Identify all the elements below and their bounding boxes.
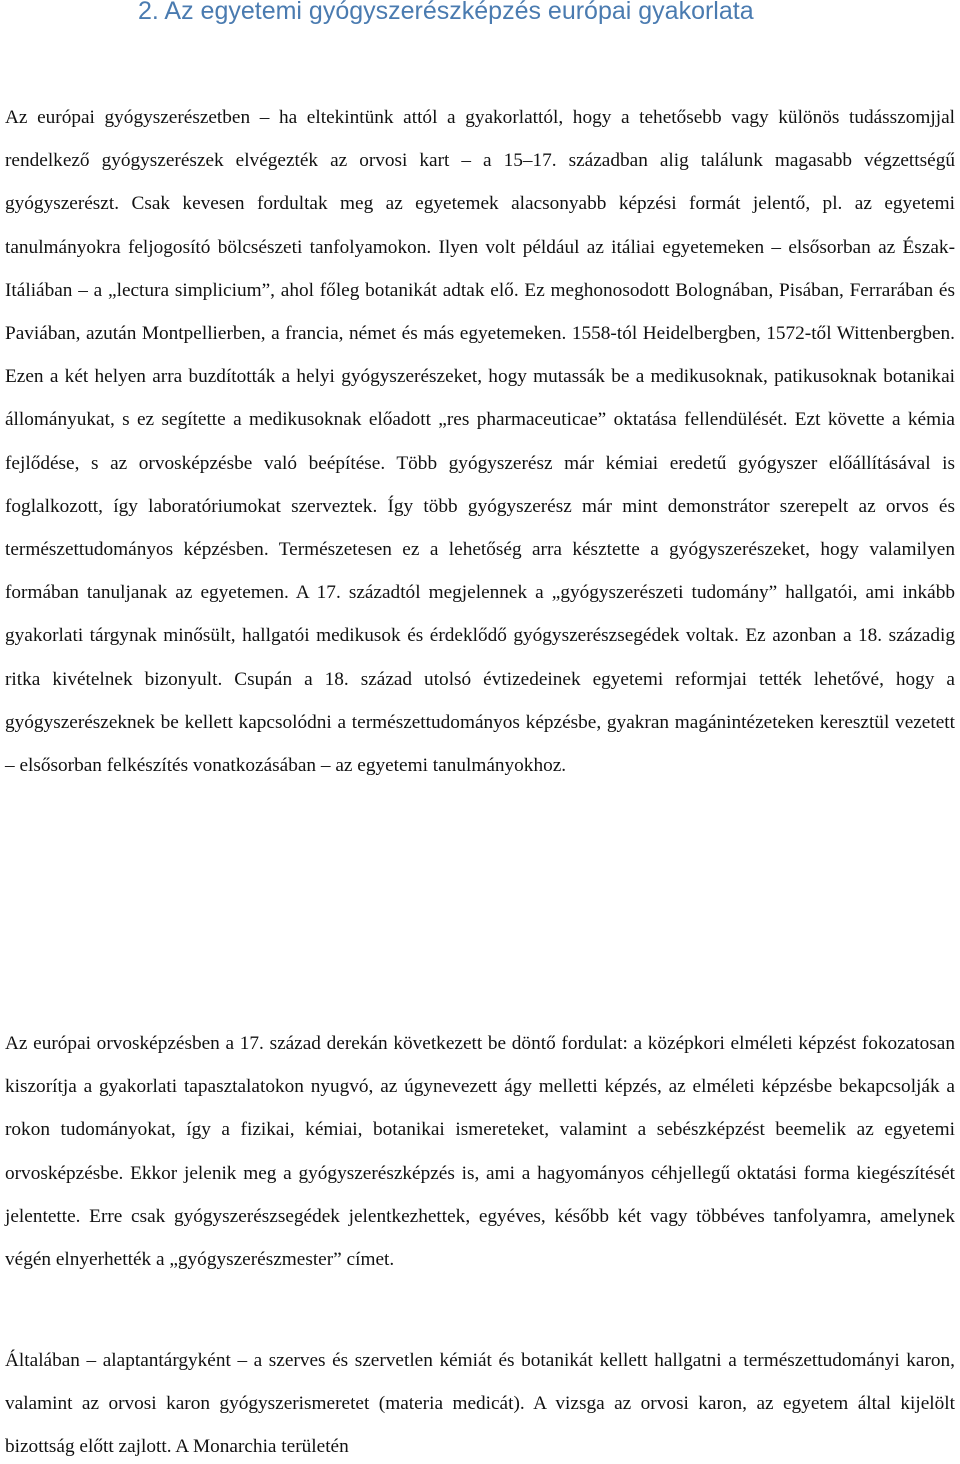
- paragraph-2: Az európai orvosképzésben a 17. század derekán következett be döntő fordulat: a középkori elméleti képzést fokozatosan kiszorítja a gyakorlati tapasztalatokon nyugvó, az úgynevezett ágy melletti képzés, az elméleti képzésbe bekapcsolják a rokon tudományokat, így a fizikai, kémiai, botanikai ismereteket, valamint a sebészképzést beemelik az egyetemi orvosképzésbe. Ekkor jelenik meg a gyógyszerészképzés is, ami a hagyományos céhjellegű oktatási forma kiegészítését jelentette. Erre csak gyógyszerészsegédek jelentkezhettek, egyéves, később két vagy többéves tanfolyamra, amelynek végén elnyerhették a „gyógyszerészmester” címet.: [5, 1033, 955, 1271]
- paragraph-1: Az európai gyógyszerészetben – ha eltekintünk attól a gyakorlattól, hogy a tehetősebb vagy különös tudásszomjjal rendelkező gyógyszerészek elvégezték az orvosi kart – a 15–17. században alig találunk magasabb végzettségű gyógyszerészt. Csak kevesen fordultak meg az egyetemek alacsonyabb képzési formát jelentő, pl. az egyetemi tanulmányokra feljogosító bölcsészeti tanfolyamokon. Ilyen volt például az itáliai egyetemeken – elsősorban az Észak-Itáliában – a „lectura simplicium”, ahol főleg botanikát adtak elő. Ez meghonosodott Bolognában, Pisában, Ferrarában és Paviában, azután Montpellierben, a francia, német és más egyetemeken. 1558-tól Heidelbergben, 1572-től Wittenbergben. Ezen a két helyen arra buzdították a helyi gyógyszerészeket, hogy mutassák be a medikusoknak, patikusoknak botanikai állományukat, s ez segítette a medikusoknak előadott „res pharmaceuticae” oktatása fellendülését. Ezt követte a kémia fejlődése, s az orvosképzésbe való beépítése. Több gyógyszerész már kémiai eredetű gyógyszer előállításával is foglalkozott, így laboratóriumokat szerveztek. Így több gyógyszerész már mint demonstrátor szerepelt az orvos és természettudományos képzésben. Természetesen ez a lehetőség arra késztette a gyógyszerészeket, hogy valamilyen formában tanuljanak az egyetemen. A 17. századtól megjelennek a „gyógyszerészeti tudomány” hallgatói, ami inkább gyakorlati tárgynak minősült, hallgatói medikusok és érdeklődő gyógyszerészsegédek voltak. Ez azonban a 18. századig ritka kivételnek bizonyult. Csupán a 18. század utolsó évtizedeinek egyetemi reformjai tették lehetővé, hogy a gyógyszerészeknek be kellett kapcsolódni a természettudományos képzésbe, gyakran magánintézeteken keresztül vezetett – elsősorban felkészítés vonatkozásában – az egyetemi tanulmányokhoz.: [5, 107, 955, 777]
- paragraph-3: Általában – alaptantárgyként – a szerves és szervetlen kémiát és botanikát kellett hallgatni a természettudományi karon, valamint az orvosi karon gyógyszerismeretet (materia medicát). A vizsga az orvosi karon, az egyetem által kijelölt bizottság előtt zajlott. A Monarchia területén: [5, 1350, 955, 1458]
- section-heading: 2. Az egyetemi gyógyszerészképzés európai gyakorlata: [138, 0, 754, 25]
